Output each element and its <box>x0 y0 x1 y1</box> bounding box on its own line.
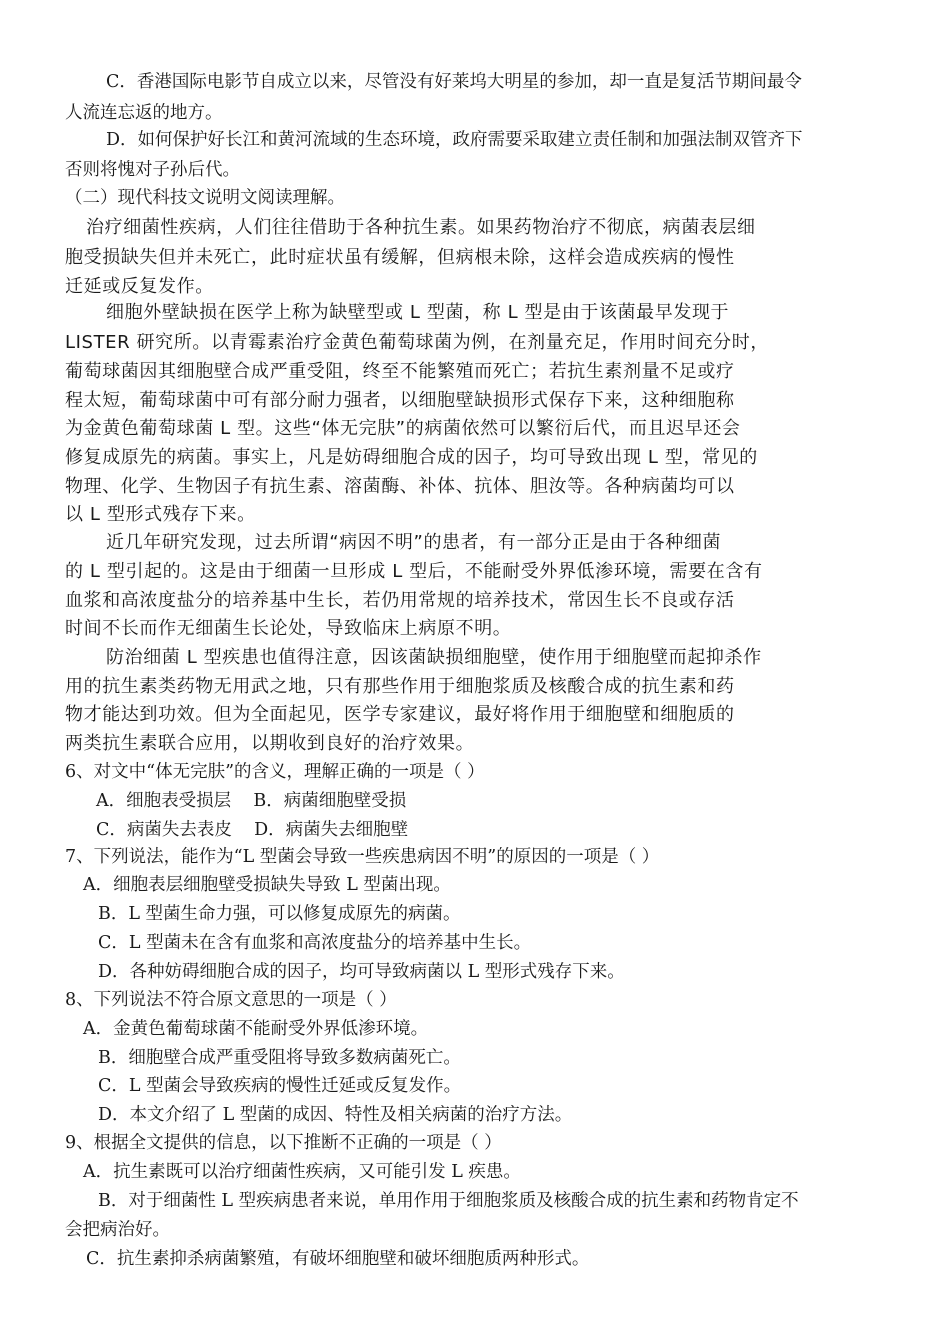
passage-p3-line2: 的 L 型引起的。这是由于细菌一旦形成 L 型后，不能耐受外界低渗环境，需要在含有 <box>65 561 763 582</box>
question-9-stem: 9、根据全文提供的信息，以下推断不正确的一项是（ ） <box>65 1133 502 1153</box>
passage-p2-line3: 葡萄球菌因其细胞壁合成严重受阻，终至不能繁殖而死亡；若抗生素剂量不足或疗 <box>65 361 735 382</box>
passage-p3-line3: 血浆和高浓度盐分的培养基中生长，若仍用常规的培养技术，常因生长不良或存活 <box>65 590 735 611</box>
question-7-option-d: D．各种妨碍细胞合成的因子，均可导致病菌以 L 型形式残存下来。 <box>98 962 625 982</box>
question-8-stem: 8、下列说法不符合原文意思的一项是（ ） <box>65 990 397 1010</box>
question-6-options-row2: C．病菌失去表皮 D．病菌失去细胞壁 <box>96 820 409 840</box>
passage-p4-line1: 防治细菌 L 型疾患也值得注意，因该菌缺损细胞壁，使作用于细胞壁而起抑杀作 <box>106 647 762 668</box>
prev-option-d-line2: 否则将愧对子孙后代。 <box>65 160 240 180</box>
question-9-option-b-line2: 会把病治好。 <box>65 1220 170 1240</box>
passage-p2-line8: 以 L 型形式残存下来。 <box>65 504 256 525</box>
prev-option-c-line1: C．香港国际电影节自成立以来，尽管没有好莱坞大明星的参加，却一直是复活节期间最令 <box>106 72 802 92</box>
passage-p2-line1: 细胞外壁缺损在医学上称为缺壁型或 L 型菌，称 L 型是由于该菌最早发现于 <box>106 302 730 323</box>
question-8-option-c: C．L 型菌会导致疾病的慢性迁延或反复发作。 <box>98 1076 462 1096</box>
passage-p4-line3: 物才能达到功效。但为全面起见，医学专家建议，最好将作用于细胞壁和细胞质的 <box>65 704 735 725</box>
passage-p1-line2: 胞受损缺失但并未死亡，此时症状虽有缓解，但病根未除，这样会造成疾病的慢性 <box>65 247 735 268</box>
passage-p2-line5: 为金黄色葡萄球菌 L 型。这些“体无完肤”的病菌依然可以繁衍后代，而且迟早还会 <box>65 418 741 439</box>
prev-option-d-line1: D．如何保护好长江和黄河流域的生态环境，政府需要采取建立责任制和加强法制双管齐下 <box>106 130 803 150</box>
passage-p2-line4: 程太短，葡萄球菌中可有部分耐力强者，以细胞壁缺损形式保存下来，这种细胞称 <box>65 390 735 411</box>
question-9-option-b-line1: B．对于细菌性 L 型疾病患者来说，单用作用于细胞浆质及核酸合成的抗生素和药物肯定不 <box>98 1191 799 1211</box>
passage-p4-line2: 用的抗生素类药物无用武之地，只有那些作用于细胞浆质及核酸合成的抗生素和药 <box>65 676 735 697</box>
passage-p4-line4: 两类抗生素联合应用，以期收到良好的治疗效果。 <box>65 733 475 754</box>
question-7-stem: 7、下列说法，能作为“L 型菌会导致一些疾患病因不明”的原因的一项是（ ） <box>65 847 660 867</box>
question-8-option-d: D．本文介绍了 L 型菌的成因、特性及相关病菌的治疗方法。 <box>98 1105 573 1125</box>
passage-p2-line7: 物理、化学、生物因子有抗生素、溶菌酶、补体、抗体、胆汝等。各种病菌均可以 <box>65 476 735 497</box>
question-8-option-b: B．细胞壁合成严重受阻将导致多数病菌死亡。 <box>98 1048 461 1068</box>
passage-p2-line6: 修复成原先的病菌。事实上，凡是妨碍细胞合成的因子，均可导致出现 L 型，常见的 <box>65 447 758 468</box>
passage-p2-line2: LISTER 研究所。以青霉素治疗金黄色葡萄球菌为例，在剂量充足，作用时间充分时， <box>65 332 769 353</box>
passage-p3-line1: 近几年研究发现，过去所谓“病因不明”的患者，有一部分正是由于各种细菌 <box>106 532 722 553</box>
question-6-stem: 6、对文中“体无完肤”的含义，理解正确的一项是（ ） <box>65 762 485 782</box>
question-7-option-b: B．L 型菌生命力强，可以修复成原先的病菌。 <box>98 904 461 924</box>
prev-option-c-line2: 人流连忘返的地方。 <box>65 103 223 123</box>
question-7-option-c: C．L 型菌未在含有血浆和高浓度盐分的培养基中生长。 <box>98 933 532 953</box>
section-title: （二）现代科技文说明文阅读理解。 <box>65 188 345 208</box>
question-9-option-c: C．抗生素抑杀病菌繁殖，有破坏细胞壁和破坏细胞质两种形式。 <box>86 1249 590 1269</box>
question-6-options-row1: A．细胞表受损层 B．病菌细胞壁受损 <box>96 791 407 811</box>
passage-p3-line4: 时间不长而作无细菌生长论处，导致临床上病原不明。 <box>65 618 512 639</box>
passage-p1-line1: 治疗细菌性疾病，人们往往借助于各种抗生素。如果药物治疗不彻底，病菌表层细 <box>86 217 756 238</box>
passage-p1-line3: 迁延或反复发作。 <box>65 276 214 297</box>
question-7-option-a: A．细胞表层细胞壁受损缺失导致 L 型菌出现。 <box>83 875 451 895</box>
question-9-option-a: A．抗生素既可以治疗细菌性疾病，又可能引发 L 疾患。 <box>83 1162 521 1182</box>
question-8-option-a: A．金黄色葡萄球菌不能耐受外界低渗环境。 <box>83 1019 429 1039</box>
